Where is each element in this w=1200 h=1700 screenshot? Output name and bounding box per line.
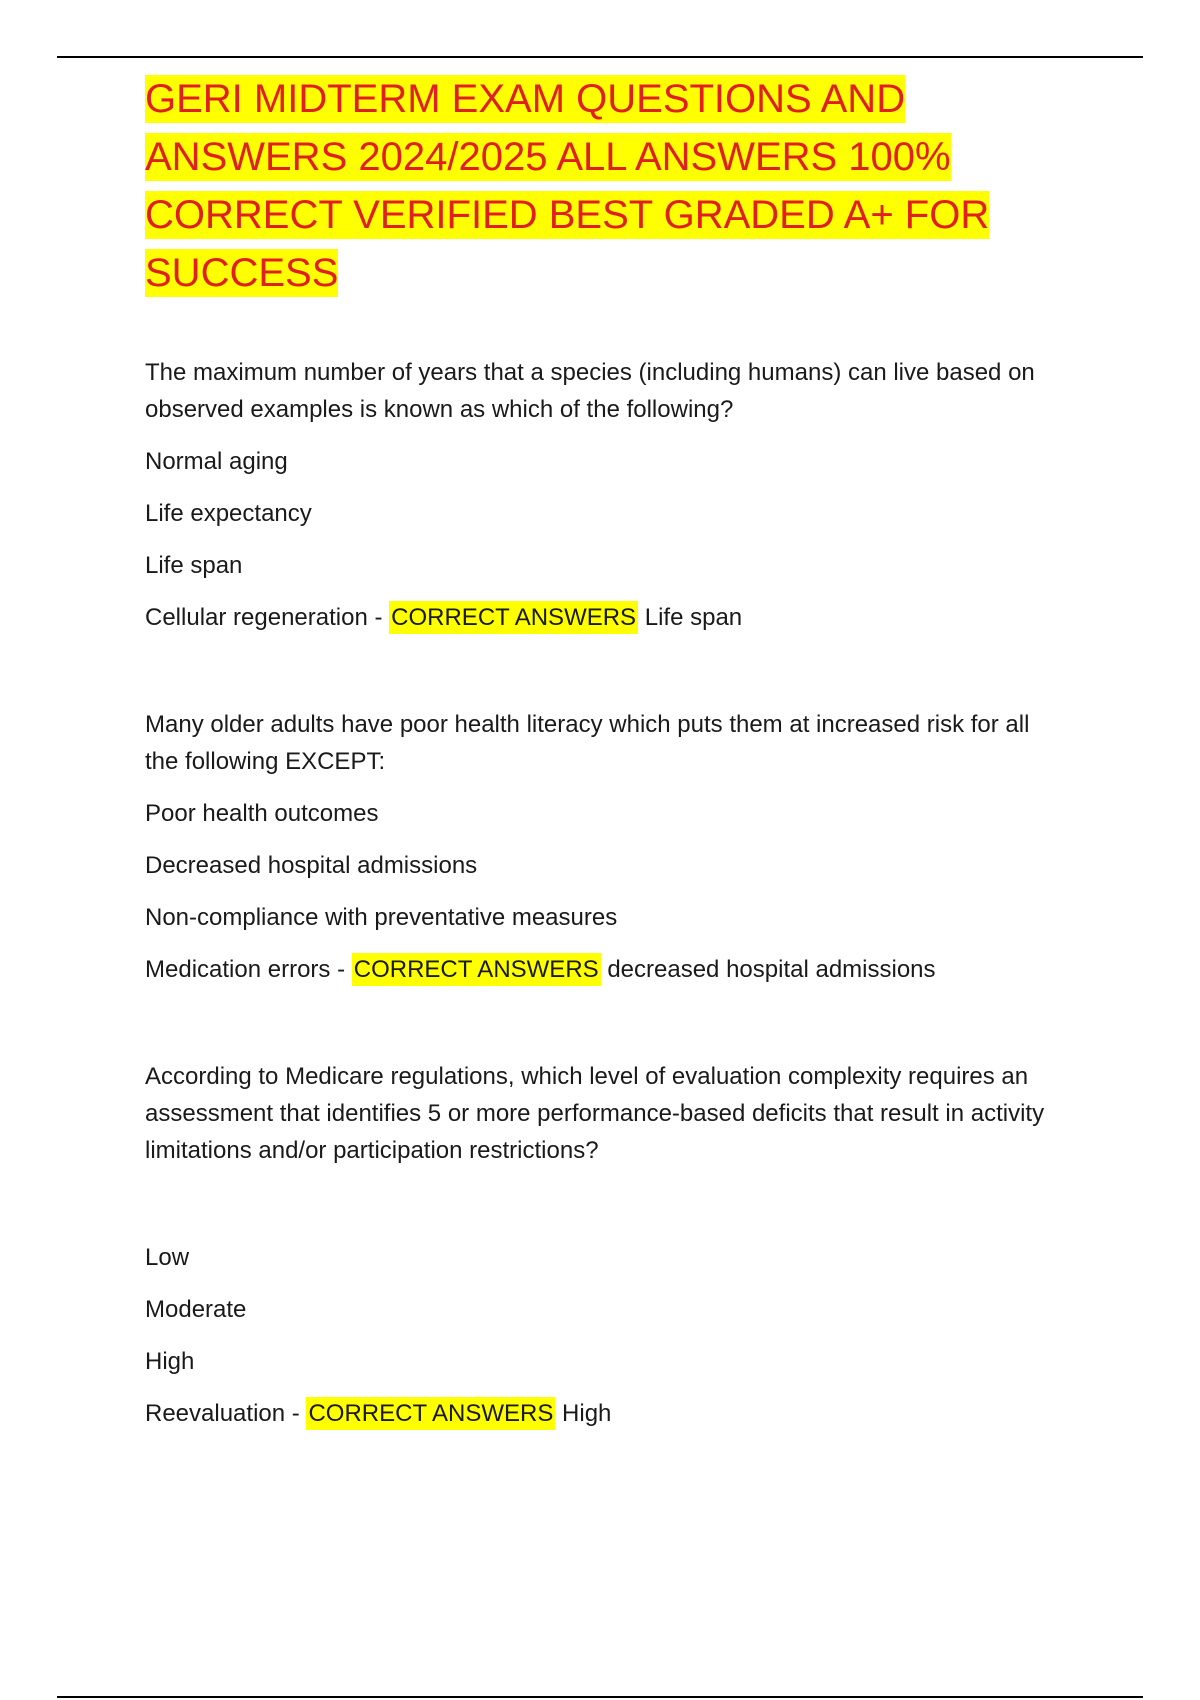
question-block-1 — [145, 354, 1045, 636]
option: High — [145, 1348, 195, 1375]
document-title-text: GERI MIDTERM EXAM QUESTIONS AND ANSWERS 2024/2025 ALL ANSWERS 100% CORRECT VERIFIED BEST GRADED A+ FOR SUCCESS — [145, 77, 990, 295]
bottom-rule — [57, 1696, 1143, 1698]
answer-value: High — [562, 1400, 612, 1427]
answer-value: Life span — [644, 604, 743, 631]
option: Poor health outcomes — [145, 800, 379, 827]
option: Low — [145, 1244, 190, 1271]
correct-answers-tag: CORRECT ANSWERS — [352, 953, 601, 986]
last-option: Cellular regeneration - — [145, 604, 383, 631]
top-rule — [57, 56, 1143, 58]
question-text: Many older adults have poor health literacy which puts them at increased risk for all the following EXCEPT: — [145, 711, 1030, 775]
question-text: The maximum number of years that a species (including humans) can live based on observed examples is known as which of the following? — [145, 359, 1035, 423]
option: Non-compliance with preventative measures — [145, 904, 618, 931]
correct-answers-tag: CORRECT ANSWERS — [306, 1397, 555, 1430]
answer-line — [145, 951, 1045, 988]
option: Life span — [145, 552, 243, 579]
document-body — [145, 70, 1045, 1432]
answer-line — [145, 1395, 1045, 1432]
question-block-3 — [145, 1058, 1045, 1432]
question-text: According to Medicare regulations, which level of evaluation complexity requires an assessment that identifies 5 or more performance-based deficits that result in activity limitations and/or participation restrictions? — [145, 1063, 1045, 1164]
last-option: Reevaluation - — [145, 1400, 300, 1427]
option: Life expectancy — [145, 500, 312, 527]
last-option: Medication errors - — [145, 956, 346, 983]
correct-answers-tag: CORRECT ANSWERS — [389, 601, 638, 634]
question-block-2 — [145, 706, 1045, 988]
answer-value: decreased hospital admissions — [607, 956, 936, 983]
option: Normal aging — [145, 448, 288, 475]
document-title — [145, 70, 1005, 302]
option: Decreased hospital admissions — [145, 852, 478, 879]
option: Moderate — [145, 1296, 247, 1323]
answer-line — [145, 599, 1045, 636]
